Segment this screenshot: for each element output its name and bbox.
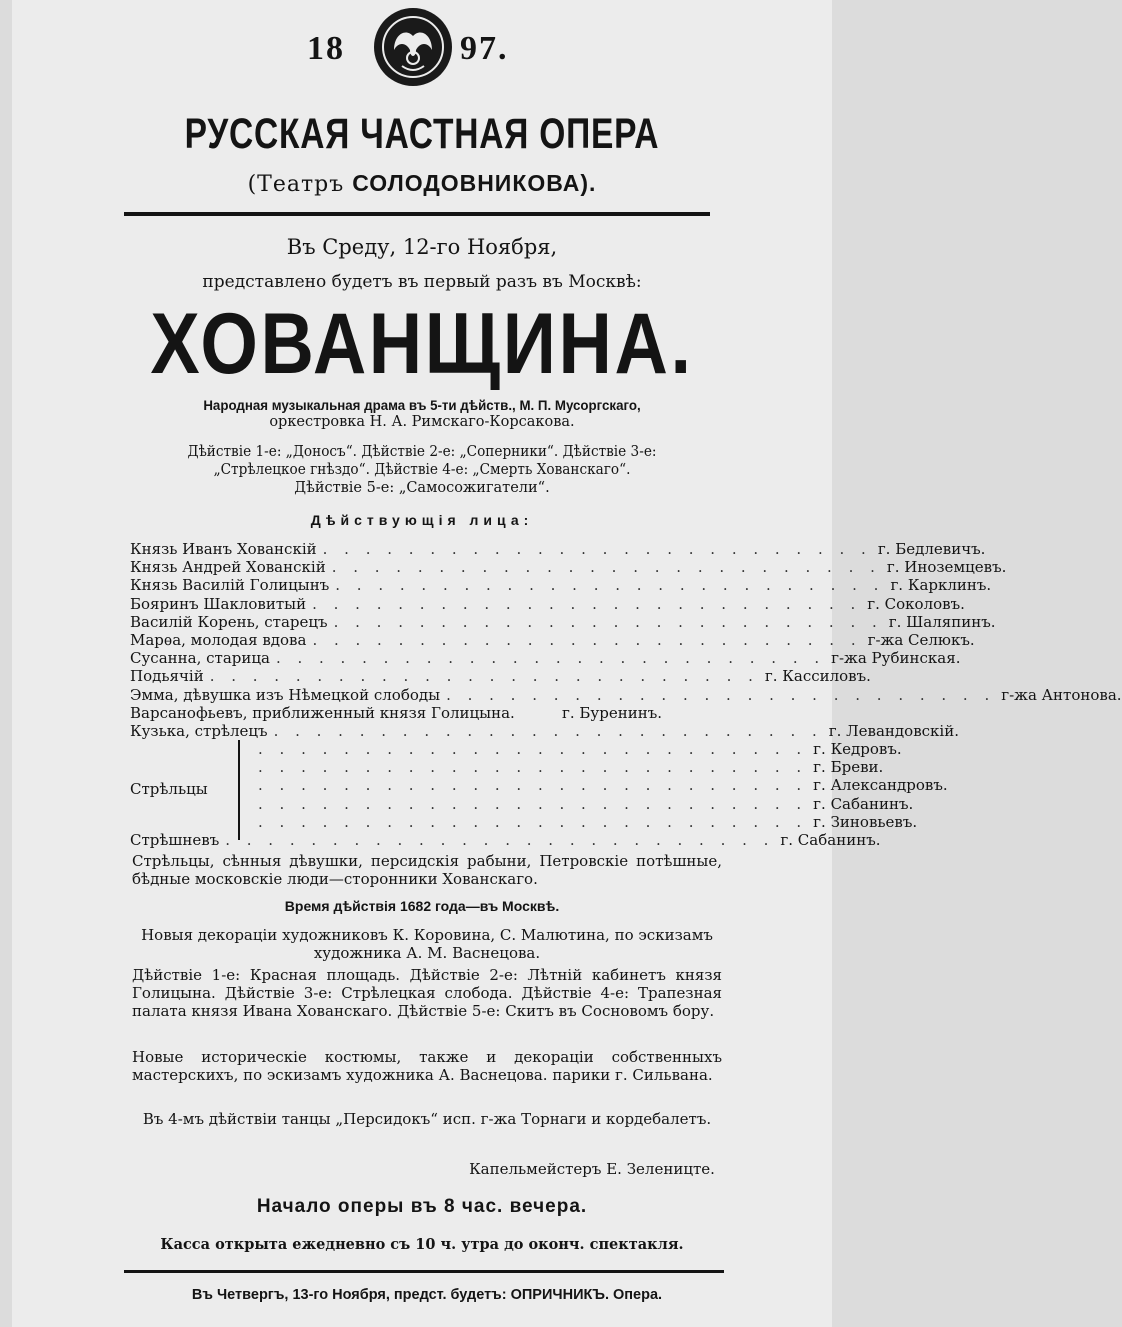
cast-actor: г. Александровъ. [813,776,948,795]
acts-line3: Дѣйствіе 5-е: „Самосожигатели“. [294,480,550,496]
cast-role: Подьячій [130,667,204,686]
cast-role: Князь Василій Голицынъ [130,576,330,595]
theatre-emblem-icon [372,6,454,88]
theatre-line [12,170,832,197]
scenes-text: Дѣйствіе 1-е: Красная площадь. Дѣйствіе 2-е: Лѣтній кабинетъ князя Голицына. Дѣйствіе 3-е: Стрѣлецкая слобода. Дѣйствіе 4-е: Трапезная палата князя Ивана Хованскаго. Дѣйствіе 5-е: Скитъ въ Сосновомъ бору. [132,966,722,1020]
streltsy-label: Стрѣльцы [130,780,208,798]
cast-role: Князь Иванъ Хованскій [130,540,317,558]
cast-actor: г. Бреви. [813,758,884,777]
cast-actor: г. Сабанинъ. [813,794,914,813]
cast-row [130,558,1007,577]
company-title: РУССКАЯ ЧАСТНАЯ ОПЕРА [184,110,660,158]
cast-row [130,794,914,813]
cast-role: Князь Андрей Хованскій [130,558,326,577]
cast-actor: г. Сабанинъ. [780,831,881,849]
cast-dots: . . . . . . . . . . . . . . . . . . . . . . . . . . [322,540,872,558]
description-line1: Народная музыкальная драма въ 5-ти дѣйств., М. П. Мусоргскаго, [203,397,641,413]
streltsy-brace [238,740,244,840]
cast-dots: . . . . . . . . . . . . . . . . . . . . . . . . . . [273,721,823,740]
cast-role: Василій Корень, старецъ [130,612,328,631]
cast-actor: г. Кедровъ. [813,740,902,759]
cast-row [130,594,965,613]
footer-rule [124,1270,724,1273]
decorations-text: Новыя декораціи художниковъ К. Коровина, С. Малютина, по эскизамъ художника А. М. Васнецова. [141,926,713,962]
time-of-action: Время дѣйствія 1682 года—въ Москвѣ. [284,898,560,914]
cast-dots: . . . . . . . . . . . . . . . . . . . . . . . . . . [225,831,775,849]
cast-actor: г-жа Антонова. [1001,685,1122,704]
year-right: 97. [460,30,509,67]
cast-row [130,612,996,631]
cast-heading: Дѣйствующія лица: [310,512,534,528]
cast-row [130,576,992,595]
cast-row [130,630,975,649]
cast-dots: . . . . . . . . . . . . . . . . . . . . . . . . . . [312,594,862,613]
cast-role: Марѳа, молодая вдова [130,630,307,649]
dances-text: Въ 4-мъ дѣйствіи танцы „Персидокъ“ исп. г-жа Торнаги и кордебалетъ. [142,1110,712,1128]
cast-role: Варсанофьевъ, приближенный князя Голицына. [130,703,515,722]
cast-role: Стрѣшневъ [130,831,220,849]
year-left: 18 [307,30,345,67]
box-office: Касса открыта ежедневно съ 10 ч. утра до оконч. спектакля. [160,1236,684,1253]
cast-row [130,740,902,759]
cast-dots: . . . . . . . . . . . . . . . . . . . . . . . . . . [446,685,996,704]
opera-title: ХОВАНЩИНА. [150,296,694,392]
cast-row [130,776,948,795]
cast-row [130,704,720,722]
description-line2: оркестровка Н. А. Римскаго-Корсакова. [269,414,575,430]
cast-actor: г. Зиновьевъ. [813,812,918,831]
cast-dots: . . . . . . . . . . . . . . . . . . . . . . . . . . [209,667,759,686]
cast-row [130,812,918,831]
cast-dots: . . . . . . . . . . . . . . . . . . . . . . . . . . [312,630,862,649]
start-time: Начало оперы въ 8 час. вечера. [256,1196,588,1217]
chorus-text: Стрѣльцы, сѣнныя дѣвушки, персидскія рабыни, Петровскіе потѣшные, бѣдные московскіе люди—сторонники Хованскаго. [132,852,722,888]
cast-row [130,540,986,558]
cast-row [130,649,961,668]
cast-dots: . . . . . . . . . . . . . . . . . . . . . . . . . . [258,776,808,795]
theatre-prefix: (Театръ [247,172,345,197]
theatre-name: СОЛОДОВНИКОВА). [352,170,597,196]
cast-role: Кузька, стрѣлецъ [130,721,268,740]
cast-dots: . . . . . . . . . . . . . . . . . . . . . . . . . . [258,740,808,759]
cast-role: Сусанна, старица [130,649,270,668]
cast-actor: г. Левандовскій. [828,721,959,740]
premiere-line: представлено будетъ въ первый разъ въ Москвѣ: [202,272,642,292]
cast-actor: г. Шаляпинъ. [888,612,996,631]
cast-actor: г. Кассиловъ. [764,667,871,686]
cast-actor: г-жа Селюкъ. [867,630,975,649]
cast-dots: . . . . . . . . . . . . . . . . . . . . . . . . . . [258,794,808,813]
cast-row [130,831,881,849]
cast-dots: . . . . . . . . . . . . . . . . . . . . . . . . . . [275,649,826,668]
cast-row [130,721,959,740]
cast-role: Эмма, дѣвушка изъ Нѣмецкой слободы [130,685,441,704]
cast-actor: г. Буренинъ. [562,703,663,722]
cast-dots: . . . . . . . . . . . . . . . . . . . . . . . . . . [335,576,885,595]
cast-actor: г. Карклинъ. [890,576,992,595]
cast-actor: г. Бедлевичъ. [877,540,986,558]
next-show: Въ Четвергъ, 13-го Ноября, предст. будетъ: ОПРИЧНИКЪ. Опера. [191,1287,663,1303]
cast-row [130,667,871,686]
cast-role: Бояринъ Шакловитый [130,594,307,613]
cast-actor: г-жа Рубинская. [831,649,961,668]
cast-dots: . . . . . . . . . . . . . . . . . . . . . . . . . . [258,812,808,831]
divider-rule [124,212,710,216]
acts-line1: Дѣйствіе 1-е: „Доносъ“. Дѣйствіе 2-е: „Соперники“. Дѣйствіе 3-е: [187,444,657,460]
cast-dots: . . . . . . . . . . . . . . . . . . . . . . . . . . [331,558,881,577]
cast-dots: . . . . . . . . . . . . . . . . . . . . . . . . . . [258,758,808,777]
cast-row [130,758,884,777]
cast-list [130,540,1122,849]
acts-line2: „Стрѣлецкое гнѣздо“. Дѣйствіе 4-е: „Смерть Хованскаго“. [213,462,631,478]
cast-actor: г. Соколовъ. [867,594,965,613]
cast-dots: . . . . . . . . . . . . . . . . . . . . . . . . . . [333,612,883,631]
conductor-line: Капельмейстеръ Е. Зеленицте. [469,1160,715,1178]
costumes-text: Новые историческіе костюмы, также и декораціи собственныхъ мастерскихъ, по эскизамъ художника А. Васнецова. парики г. Сильвана. [132,1048,722,1084]
date-line: Въ Среду, 12-го Ноября, [286,235,558,259]
cast-actor: г. Иноземцевъ. [886,558,1007,577]
cast-row [130,685,1122,704]
poster [12,0,1122,1327]
